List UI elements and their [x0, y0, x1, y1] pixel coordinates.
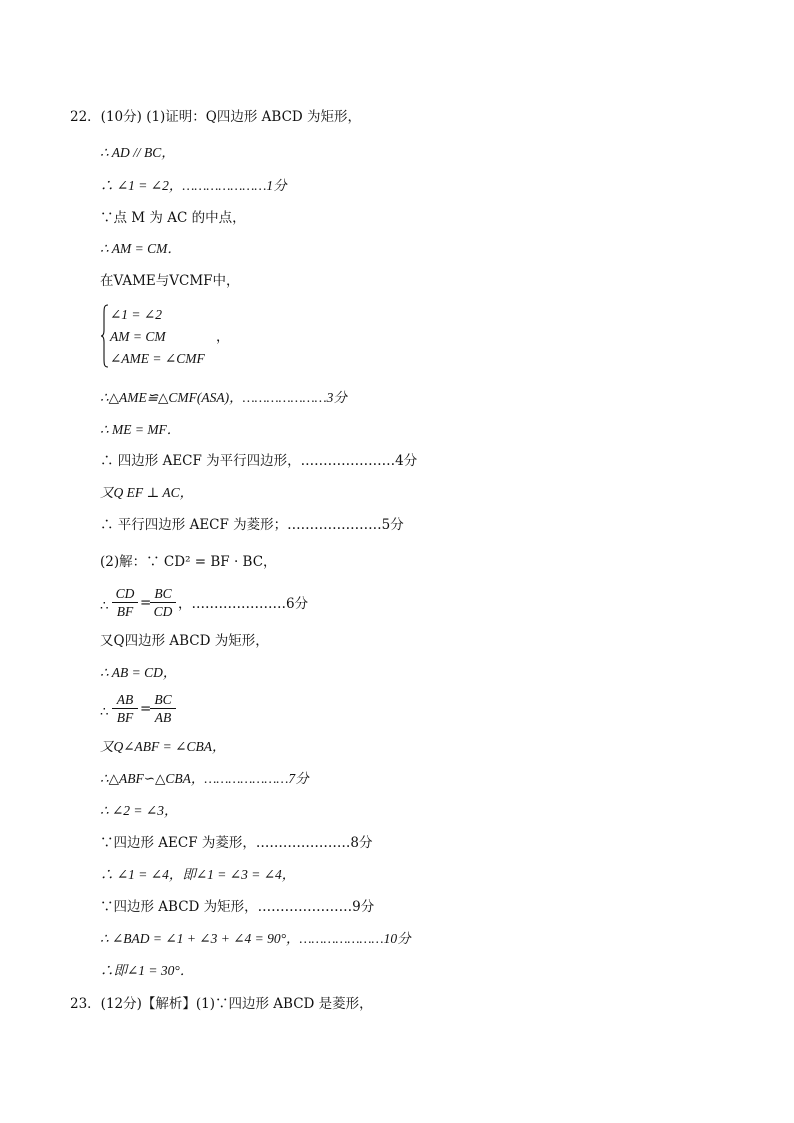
q23-header: 23．(12分)【解析】(1)∵四边形 ABCD 是菱形，	[70, 996, 373, 1012]
step-am-eq-cm: ∴ AM = CM．	[100, 241, 181, 256]
fraction-bc-over-ab	[150, 691, 176, 726]
q22-part1-intro: (1)证明：Q四边形 ABCD 为矩形，	[146, 109, 362, 125]
step-me-eq-mf: ∴ ME = MF．	[100, 422, 181, 437]
step-abcd-rectangle-2: ∵四边形 ABCD 为矩形，…………………9分	[100, 899, 375, 915]
left-brace-icon	[100, 304, 110, 368]
denominator: BF	[116, 604, 134, 619]
denominator: CD	[153, 604, 173, 619]
system-row-1: ∠1 = ∠2	[110, 307, 162, 322]
q22-header-line	[70, 108, 361, 126]
step-m-midpoint: ∵点 M 为 AC 的中点，	[100, 210, 246, 226]
denominator: BF	[116, 710, 134, 725]
step-angle1-result: ∴即∠1 = 30°．	[100, 963, 194, 978]
therefore-symbol: ∴	[100, 598, 109, 614]
step-ab-eq-cd: ∴ AB = CD，	[100, 665, 177, 680]
step-angle-bad-sum: ∴ ∠BAD = ∠1 + ∠3 + ∠4 = 90°，…………………10分	[100, 931, 411, 946]
fraction-cd-over-bf	[112, 585, 138, 620]
congruence-system	[100, 304, 240, 370]
fraction-bc-over-cd	[150, 585, 176, 620]
q22-header: 22．(10分)	[70, 109, 142, 125]
step-angle-equalities: ∴ ∠1 = ∠4，即∠1 = ∠3 = ∠4，	[100, 867, 296, 882]
step-abcd-rectangle: 又Q四边形 ABCD 为矩形，	[100, 633, 269, 649]
step-similar-triangles: ∴△ABF∽△CBA，…………………7分	[100, 771, 309, 786]
numerator: BC	[154, 586, 172, 601]
numerator: AB	[116, 692, 134, 707]
step-ef-perp-ac: 又Q EF ⊥ AC，	[100, 485, 194, 500]
numerator: BC	[154, 692, 172, 707]
step-angle1-eq-angle2: ∴ ∠1 = ∠2，…………………1分	[100, 178, 287, 193]
step-angle-abf-eq-cba: 又Q∠ABF = ∠CBA，	[100, 739, 226, 754]
system-trailing-comma: ，	[216, 329, 230, 345]
step-angle2-eq-angle3: ∴ ∠2 = ∠3，	[100, 803, 178, 818]
step-aecf-rhombus: ∵四边形 AECF 为菱形，…………………8分	[100, 835, 373, 851]
denominator: AB	[154, 710, 172, 725]
step-congruent-asa: ∴△AME≌△CMF(ASA)，…………………3分	[100, 390, 347, 405]
system-row-2: AM = CM	[110, 329, 166, 344]
step-in-triangles: 在VAME与VCMF中，	[100, 273, 240, 289]
step-ad-parallel-bc: ∴ AD // BC，	[100, 145, 175, 160]
therefore-symbol: ∴	[100, 704, 109, 720]
equals-sign: =	[140, 701, 152, 717]
part2-intro: (2)解：∵ CD² = BF · BC，	[100, 554, 277, 570]
fraction-eq-1-tail: ，…………………6分	[178, 596, 309, 612]
step-rhombus: ∴ 平行四边形 AECF 为菱形；…………………5分	[100, 517, 404, 533]
step-parallelogram: ∴ 四边形 AECF 为平行四边形，…………………4分	[100, 453, 418, 469]
equals-sign: =	[140, 595, 152, 611]
system-row-3: ∠AME = ∠CMF	[110, 351, 205, 366]
numerator: CD	[115, 586, 135, 601]
fraction-ab-over-bf	[112, 691, 138, 726]
